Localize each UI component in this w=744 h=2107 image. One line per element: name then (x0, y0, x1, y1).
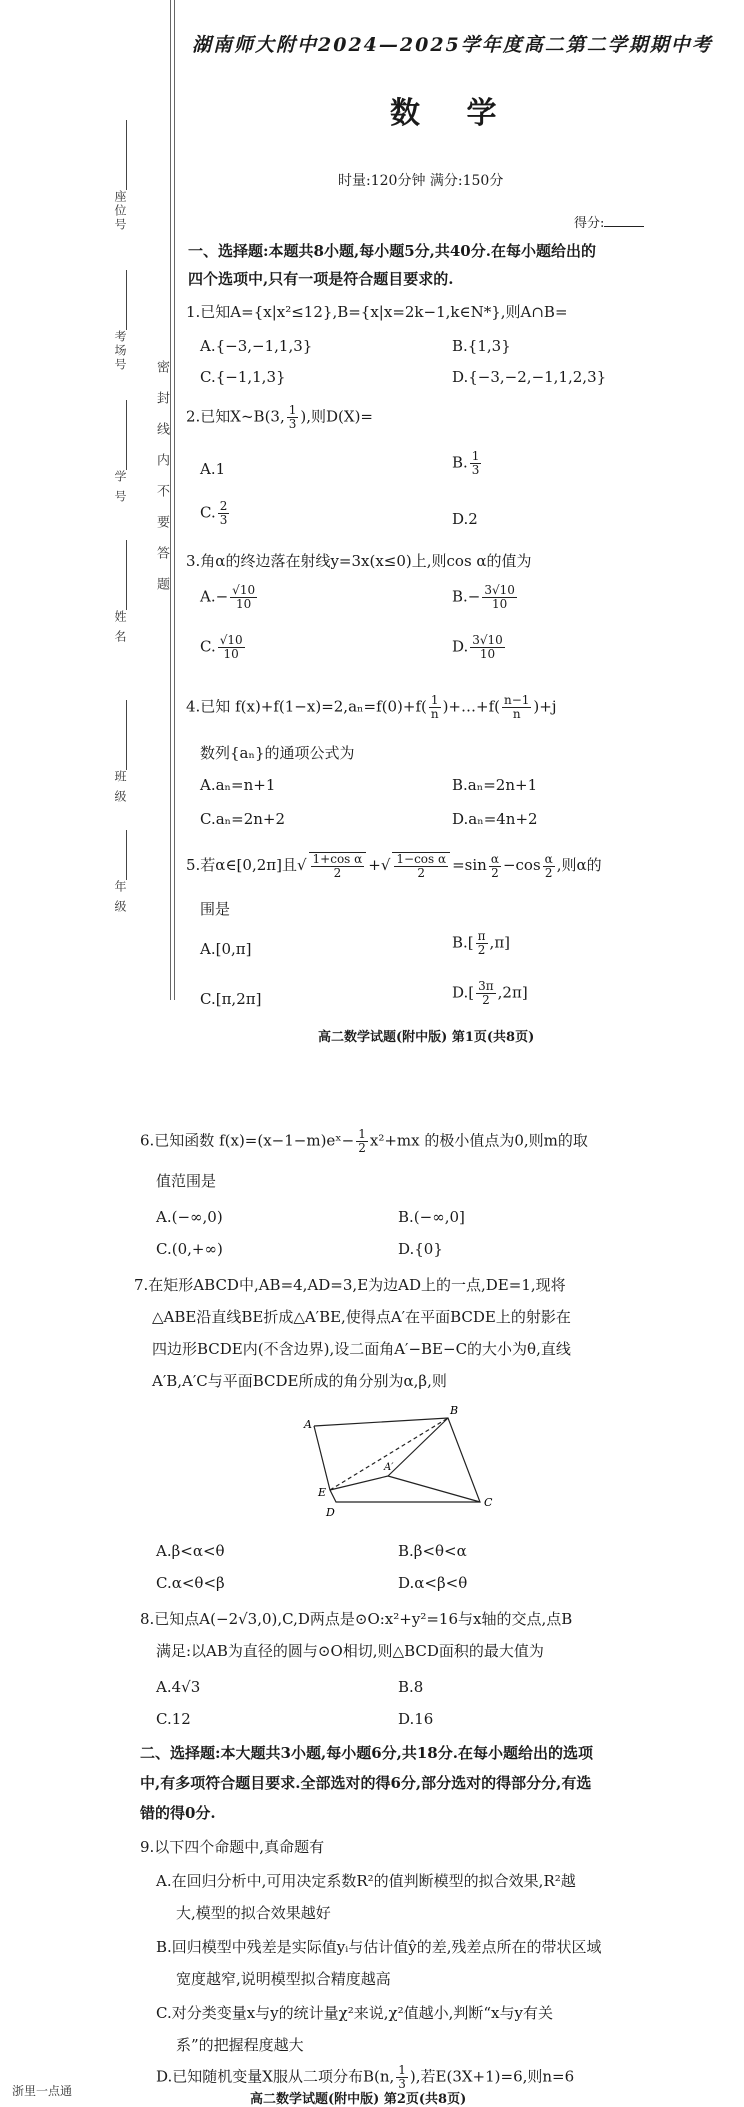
binding-line (174, 0, 175, 1000)
q6-frac-num: 1 (358, 1127, 366, 1141)
q4-stem-a: 4.已知 f(x)+f(1−x)=2,aₙ=f(0)+f( (186, 697, 427, 716)
q9-option-a-line2: 大,模型的拟合效果越好 (176, 1904, 331, 1922)
q4-option-a: A.aₙ=n+1 (200, 776, 276, 794)
q5-d-prefix: D.[ (452, 983, 475, 1002)
q4-stem-c: )+j (533, 697, 557, 716)
q4-frac1-num: 1 (429, 694, 441, 708)
q8-line2: 满足:以AB为直径的圆与⊙O相切,则△BCD面积的最大值为 (156, 1642, 544, 1660)
label-a: A (304, 1418, 312, 1431)
q5-root2-den: 2 (417, 866, 426, 881)
q6-option-a: A.(−∞,0) (156, 1208, 223, 1226)
q3-b-prefix: B.− (452, 587, 481, 606)
section2-line2: 中,有多项符合题目要求.全部选对的得6分,部分选对的得部分分,有选 (140, 1774, 592, 1792)
q5-sin-num: α (490, 851, 499, 866)
q7-figure (300, 1404, 500, 1534)
seat-label: 座位号 (113, 190, 127, 232)
q4-frac2 (502, 694, 531, 721)
q5-root1-den: 2 (333, 866, 342, 881)
class-blank (126, 700, 127, 770)
q2-frac (287, 404, 299, 431)
seal-notice: 密封线内不要答题 (154, 360, 169, 608)
exam-room-blank (126, 270, 127, 330)
q5-stem-line2: 围是 (200, 900, 231, 918)
label-b: B (450, 1404, 459, 1417)
label-d: D (326, 1506, 335, 1519)
q3-c-frac (218, 634, 245, 661)
score-label: 得分: (574, 216, 605, 231)
q9-d-a: D.已知随机变量X服从二项分布B(n, (156, 2067, 395, 2086)
q1-option-d: D.{−3,−2,−1,1,2,3} (452, 368, 607, 386)
q2-c-prefix: C. (200, 503, 216, 522)
edge-ab (388, 1418, 448, 1476)
q3-option-b (452, 584, 519, 611)
q3-option-d (452, 634, 507, 661)
q2-stem-b: ),则D(X)= (300, 407, 373, 426)
q5-option-a: A.[0,π] (200, 940, 252, 958)
score-field (574, 212, 644, 231)
q5-d-num: 3π (478, 979, 494, 993)
q5-root2 (392, 852, 450, 880)
q7-option-c: C.α<θ<β (156, 1574, 225, 1592)
label-a-prime: A′ (384, 1462, 394, 1473)
q5-option-c: C.[π,2π] (200, 990, 262, 1008)
q9-option-b-line2: 宽度越窄,说明模型拟合精度越高 (176, 1970, 391, 1988)
q2-b-frac (470, 450, 482, 477)
q2-b-den: 3 (471, 463, 480, 478)
section2-line1: 二、选择题:本大题共3小题,每小题6分,共18分.在每小题给出的选项 (140, 1744, 593, 1762)
q8-option-a: A.4√3 (156, 1678, 201, 1696)
q6-option-c: C.(0,+∞) (156, 1240, 223, 1258)
sqrt-icon: √ (380, 856, 391, 875)
q2-option-a: A.1 (200, 460, 226, 478)
q4-frac2-den: n (512, 707, 521, 722)
student-id-label: 学 号 (113, 470, 127, 504)
q7-line1: 7.在矩形ABCD中,AB=4,AD=3,E为边AD上的一点,DE=1,现将 (134, 1276, 566, 1294)
q5-root1 (309, 852, 367, 880)
q8-option-b: B.8 (398, 1678, 424, 1696)
q5-b-suffix: ,π] (489, 933, 511, 952)
q9-d-den: 3 (398, 2077, 406, 2092)
q3-b-frac (482, 584, 517, 611)
q5-stem (186, 852, 602, 880)
q2-c-num: 2 (219, 499, 228, 513)
q1-option-a: A.{−3,−1,1,3} (200, 337, 313, 355)
q7-option-d: D.α<β<θ (398, 1574, 468, 1592)
q5-minus-cos: −cos (502, 856, 541, 875)
rectangle-abcd-outline (314, 1418, 480, 1502)
edge-ae (330, 1476, 388, 1490)
q4-option-b: B.aₙ=2n+1 (452, 776, 538, 794)
name-blank (126, 540, 127, 610)
q4-option-c: C.aₙ=2n+2 (200, 810, 286, 828)
q9-d-b: ),若E(3X+1)=6,则n=6 (409, 2067, 575, 2086)
q8-line1: 8.已知点A(−2√3,0),C,D两点是⊙O:x²+y²=16与x轴的交点,点B (140, 1610, 573, 1628)
q3-d-frac (470, 634, 505, 661)
q2-option-b (452, 450, 483, 477)
q5-d-frac (476, 980, 496, 1007)
q8-option-c: C.12 (156, 1710, 191, 1728)
sqrt-icon: √ (296, 856, 307, 875)
q3-a-den: 10 (235, 597, 252, 612)
q9-option-c-line2: 系”的把握程度越大 (176, 2036, 304, 2054)
section2-line3: 错的得0分. (140, 1804, 216, 1822)
q5-stem-a: 5.若α∈[0,2π]且 (186, 856, 297, 875)
q3-d-prefix: D. (452, 637, 469, 656)
q5-root2-num: 1−cos α (396, 852, 447, 866)
q5-plus: + (368, 856, 381, 875)
q6-stem-b: x²+mx 的极小值点为0,则m的取 (369, 1131, 588, 1150)
q3-d-num: 3√10 (472, 633, 503, 647)
q3-a-frac (230, 584, 257, 611)
q5-option-b (452, 930, 510, 957)
page1-footer: 高二数学试题(附中版) 第1页(共8页) (318, 1030, 535, 1045)
q9-d-num: 1 (398, 2063, 406, 2077)
q7-line4: A′B,A′C与平面BCDE所成的角分别为α,β,则 (152, 1372, 447, 1390)
q5-cos-num: α (544, 851, 553, 866)
q5-root1-num: 1+cos α (312, 852, 363, 866)
q5-d-den: 2 (482, 993, 490, 1008)
q5-eq: =sin (452, 856, 487, 875)
q6-option-d: D.{0} (398, 1240, 443, 1258)
q4-stem-line2: 数列{aₙ}的通项公式为 (200, 744, 355, 762)
q3-b-den: 10 (492, 597, 508, 612)
q5-sin-frac (489, 853, 501, 880)
q7-line3: 四边形BCDE内(不含边界),设二面角A′−BE−C的大小为θ,直线 (152, 1340, 571, 1358)
q5-d-suffix: ,2π] (497, 983, 528, 1002)
q4-frac2-num: n−1 (503, 693, 530, 707)
q7-line2: △ABE沿直线BE折成△A′BE,使得点A′在平面BCDE上的射影在 (152, 1308, 571, 1326)
exam-title: 湖南师大附中2024—2025学年度高二第二学期期中考 (192, 34, 713, 56)
q3-d-den: 10 (479, 647, 496, 662)
edge-ac (388, 1476, 480, 1502)
q4-frac1-den: n (430, 707, 439, 722)
q7-option-b: B.β<θ<α (398, 1542, 467, 1560)
student-id-blank (126, 400, 127, 470)
subject-title: 数 学 (390, 96, 515, 131)
q5-b-prefix: B.[ (452, 933, 474, 952)
q2-stem (186, 404, 373, 431)
page-1 (0, 0, 744, 1045)
q5-b-den: 2 (477, 943, 486, 958)
q2-b-num: 1 (471, 449, 480, 463)
section1-header-line2: 四个选项中,只有一项是符合题目要求的. (188, 270, 454, 288)
q3-b-num: 3√10 (484, 583, 515, 597)
q4-stem (186, 694, 556, 721)
q3-c-num: √10 (219, 633, 243, 647)
q5-stem-b: ,则α的 (556, 856, 602, 875)
q9-option-b-line1: B.回归模型中残差是实际值yᵢ与估计值ŷ的差,残差点所在的带状区域 (156, 1938, 602, 1956)
q9-stem: 9.以下四个命题中,真命题有 (140, 1838, 325, 1856)
q6-stem-line2: 值范围是 (156, 1172, 217, 1190)
q9-option-c-line1: C.对分类变量x与y的统计量χ²来说,χ²值越小,判断“x与y有关 (156, 2004, 553, 2022)
q5-cos-frac (543, 853, 555, 880)
label-c: C (484, 1496, 493, 1509)
q6-stem-a: 6.已知函数 f(x)=(x−1−m)eˣ− (140, 1131, 355, 1150)
exam-room-label: 考场号 (113, 330, 127, 372)
watermark: 浙里一点通 (12, 2084, 73, 2098)
q4-stem-b: )+…+f( (442, 697, 500, 716)
q9-option-a-line1: A.在回归分析中,可用决定系数R²的值判断模型的拟合效果,R²越 (156, 1872, 576, 1890)
section1-header-line1: 一、选择题:本题共8小题,每小题5分,共40分.在每小题给出的 (188, 242, 596, 260)
grade-label: 年 级 (113, 880, 127, 914)
q8-option-d: D.16 (398, 1710, 434, 1728)
q2-c-den: 3 (219, 513, 228, 528)
page2-footer: 高二数学试题(附中版) 第2页(共8页) (250, 2092, 467, 2107)
q3-stem: 3.角α的终边落在射线y=3x(x≤0)上,则cos α的值为 (186, 552, 532, 570)
q6-stem (140, 1128, 588, 1155)
q3-a-num: √10 (232, 583, 256, 597)
q5-b-num: π (477, 929, 486, 943)
q4-option-d: D.aₙ=4n+2 (452, 810, 538, 828)
seat-blank (126, 120, 127, 190)
q1-option-b: B.{1,3} (452, 337, 511, 355)
q2-b-prefix: B. (452, 453, 468, 472)
q2-option-d: D.2 (452, 510, 478, 528)
q3-c-den: 10 (223, 647, 239, 662)
page-2 (0, 1060, 744, 2107)
q5-sin-den: 2 (491, 865, 499, 880)
q3-option-c (200, 634, 247, 661)
q2-frac-den: 3 (288, 417, 297, 432)
score-blank (604, 226, 644, 227)
time-score-info: 时量:120分钟 满分:150分 (338, 173, 504, 189)
q5-option-d (452, 980, 528, 1007)
name-label: 姓 名 (113, 610, 127, 644)
q5-b-frac (476, 930, 488, 957)
q3-c-prefix: C. (200, 637, 216, 656)
q3-option-a (200, 584, 259, 611)
q2-c-frac (218, 500, 230, 527)
q6-frac (356, 1128, 368, 1155)
q2-stem-a: 2.已知X~B(3, (186, 407, 285, 426)
fold-line-be (330, 1418, 448, 1490)
q7-option-a: A.β<α<θ (156, 1542, 225, 1560)
q5-cos-den: 2 (544, 865, 553, 880)
label-e: E (318, 1486, 327, 1499)
q6-frac-den: 2 (358, 1141, 366, 1156)
q1-stem: 1.已知A={x|x²≤12},B={x|x=2k−1,k∈N*},则A∩B= (186, 303, 568, 321)
q6-option-b: B.(−∞,0] (398, 1208, 465, 1226)
q1-option-c: C.{−1,1,3} (200, 368, 286, 386)
class-label: 班 级 (113, 770, 127, 804)
q4-frac1 (429, 694, 441, 721)
grade-blank (126, 830, 127, 880)
q2-option-c (200, 500, 231, 527)
q3-a-prefix: A.− (200, 587, 229, 606)
q2-frac-num: 1 (288, 403, 297, 417)
